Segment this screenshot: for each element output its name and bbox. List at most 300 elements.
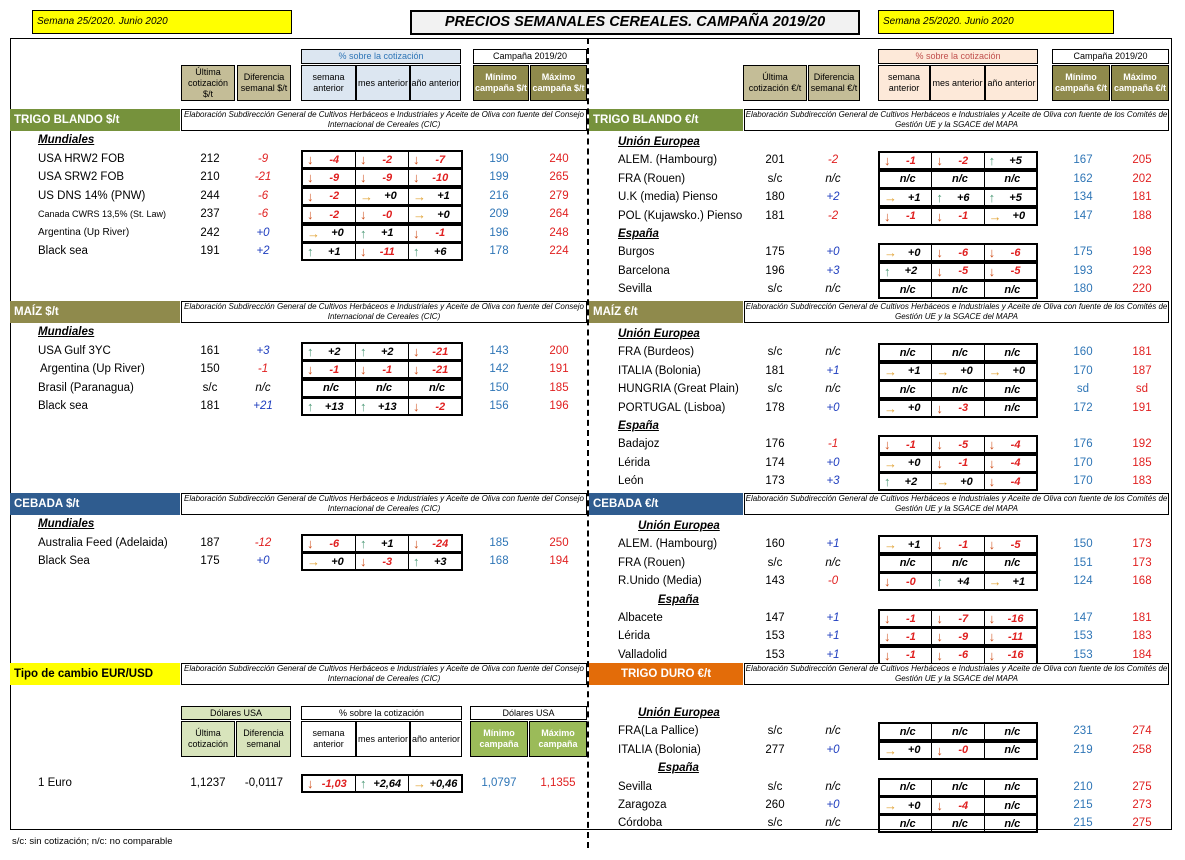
pct-value: +0	[1012, 365, 1026, 378]
pct-value: +1	[1012, 575, 1026, 588]
pct-value: -4	[1010, 438, 1021, 451]
arrow-up-icon: ↑	[413, 244, 420, 259]
pct-cell	[880, 798, 932, 813]
pct-cell	[985, 153, 1036, 168]
row-min: 209	[489, 208, 509, 221]
pct-cell	[985, 743, 1036, 758]
row-min: 175	[1073, 246, 1093, 259]
row-name: Córdoba	[618, 817, 663, 830]
col-anio-right: año anterior	[985, 65, 1038, 101]
row-diff: -1	[257, 363, 269, 376]
pct-cell	[932, 245, 984, 260]
pct-cell	[880, 382, 932, 397]
arrow-right-icon: →	[936, 363, 950, 379]
row-min: 176	[1073, 438, 1093, 451]
row-diff: -0	[827, 575, 839, 588]
row-max: 168	[1132, 575, 1152, 588]
row-min: 193	[1073, 264, 1093, 277]
pct-value: n/c	[1004, 173, 1021, 186]
pct-value: -1	[329, 363, 340, 376]
pct-value: -2	[382, 153, 393, 166]
right-pct-box	[878, 188, 1038, 207]
row-name: U.K (media) Pienso	[618, 191, 718, 204]
row-name: Lérida	[618, 456, 650, 469]
pct-value: +1	[437, 190, 450, 203]
pct-value: n/c	[899, 557, 916, 570]
row-name: Argentina (Up River)	[38, 226, 130, 238]
pct-value: n/c	[952, 781, 968, 794]
arrow-down-icon: ↓	[988, 437, 996, 453]
pct-value: +1	[380, 227, 394, 240]
row-diff: n/c	[825, 172, 841, 185]
pct-cell	[880, 282, 932, 297]
row-max: 181	[1132, 346, 1152, 359]
arrow-down-icon: ↓	[988, 647, 996, 663]
left-pct-box	[301, 168, 463, 187]
pct-value: +0	[384, 190, 397, 203]
pct-cell	[932, 743, 984, 758]
row-min: 160	[1073, 346, 1093, 359]
pct-value: -1	[906, 612, 916, 625]
pct-cell	[409, 152, 461, 167]
pct-cell	[985, 574, 1036, 589]
row-max: 202	[1132, 172, 1152, 185]
row-price: 277	[765, 743, 785, 756]
pct-cell	[409, 399, 461, 414]
row-max: 173	[1132, 538, 1152, 551]
row-name: Australia Feed (Adelaida)	[38, 537, 168, 549]
section-source-left: Elaboración Subdirección General de Cultivos Herbáceos e Industriales y Aceite de Oliva con fuente del Consejo Internacional de Cereales (CIC)	[181, 301, 587, 323]
pct-cell	[932, 153, 984, 168]
pct-value: n/c	[1004, 817, 1021, 830]
pct-cell	[932, 456, 984, 471]
row-max: 274	[1132, 725, 1152, 738]
arrow-down-icon: ↓	[884, 208, 891, 224]
row-diff: -9	[257, 153, 269, 165]
arrow-down-icon: ↓	[936, 208, 943, 224]
col-min-eur: Mínimo campaña €/t	[1052, 65, 1110, 101]
pct-cell	[880, 264, 932, 279]
pct-value: +5	[1009, 154, 1022, 167]
exchange-ultima-head: Última cotización	[181, 721, 235, 757]
exchange-dolares2-head: Dólares USA	[470, 706, 587, 720]
pct-value: +0	[907, 744, 921, 757]
section-source-right: Elaboración Subdirección General de Cultivos Herbáceos e Industriales y Aceite de Oliva con fuente de los Comités de Gestión UE y la SGACE del MAPA	[745, 664, 1168, 683]
pct-value: n/c	[952, 817, 968, 830]
exchange-title: Tipo de cambio EUR/USD	[10, 663, 180, 685]
row-diff: +1	[826, 612, 840, 624]
pct-value: +0	[907, 402, 921, 415]
row-name: Zaragoza	[618, 799, 667, 811]
pct-cell	[303, 207, 356, 222]
pct-cell	[880, 648, 932, 663]
pct-value: -1	[435, 227, 446, 240]
pct-value: n/c	[899, 383, 916, 396]
pct-cell	[932, 190, 984, 205]
pct-cell	[932, 556, 984, 571]
right-pct-box	[878, 343, 1038, 362]
exchange-mes-head: mes anterior	[356, 721, 410, 757]
row-min: 168	[489, 555, 509, 568]
row-min: 170	[1073, 364, 1093, 377]
row-price: 147	[765, 612, 785, 624]
exchange-min-head: Mínimo campaña	[470, 721, 528, 757]
right-pct-box	[878, 609, 1038, 628]
pct-value: -0	[958, 744, 969, 757]
left-pct-box	[301, 224, 463, 243]
col-semana-right: semana anterior	[878, 65, 930, 101]
pct-value: +5	[1009, 191, 1022, 204]
row-diff: -2	[827, 209, 839, 222]
arrow-down-icon: ↓	[988, 455, 996, 471]
right-pct-box	[878, 572, 1038, 591]
pct-value: +0	[331, 555, 344, 568]
pct-cell	[985, 401, 1036, 416]
arrow-down-icon: ↓	[988, 537, 996, 553]
row-max: sd	[1135, 383, 1149, 396]
pct-cell	[985, 611, 1036, 626]
row-diff: n/c	[825, 780, 841, 793]
pct-value: -2	[435, 400, 446, 413]
pct-cell	[932, 611, 984, 626]
row-diff: -6	[257, 189, 269, 202]
pct-cell	[932, 474, 984, 489]
row-diff: +0	[826, 799, 840, 811]
pct-value: +0	[960, 365, 973, 378]
pct-value: +0	[907, 799, 921, 812]
pct-value: -6	[1010, 246, 1021, 259]
pct-value: -1	[906, 210, 916, 223]
footnote: s/c: sin cotización; n/c: no comparable	[12, 836, 173, 847]
row-price: 187	[200, 537, 220, 549]
arrow-down-icon: ↓	[360, 244, 367, 259]
section-title-left: CEBADA $/t	[10, 493, 180, 515]
pct-cell	[409, 189, 461, 204]
row-name: USA Gulf 3YC	[38, 345, 111, 357]
pct-value: -1	[958, 210, 969, 223]
row-name: USA HRW2 FOB	[38, 153, 125, 165]
pct-cell	[985, 456, 1036, 471]
row-diff: +0	[256, 555, 270, 568]
pct-value: +1	[907, 365, 921, 378]
row-diff: +2	[256, 245, 270, 257]
exchange-source: Elaboración Subdirección General de Cultivos Herbáceos e Industriales y Aceite de Oliva con fuente del Consejo Internacional de Cereales (CIC)	[181, 663, 587, 685]
pct-value: -1	[906, 438, 916, 451]
pct-value: -1	[958, 457, 969, 470]
pct-cell	[303, 381, 356, 396]
pct-cell	[880, 172, 932, 187]
pct-cell	[303, 554, 356, 569]
pct-value: -2	[329, 208, 340, 221]
right-pct-box	[878, 399, 1038, 418]
arrow-down-icon: ↓	[988, 629, 996, 645]
left-pct-box	[301, 379, 463, 398]
left-pct-box	[301, 150, 463, 169]
row-diff: -1	[827, 438, 839, 451]
pct-value: n/c	[429, 382, 445, 395]
row-price: 191	[200, 245, 220, 257]
row-max: 273	[1132, 799, 1152, 811]
right-pct-box	[878, 207, 1038, 226]
arrow-up-icon: ↑	[307, 244, 314, 259]
row-name: Sevilla	[618, 283, 652, 296]
row-name: Canada CWRS 13,5% (St. Law)	[38, 209, 167, 220]
section-title-left: MAÍZ $/t	[10, 301, 180, 323]
row-price: s/c	[767, 817, 783, 830]
pct-value: +6	[433, 245, 447, 258]
pct-cell	[880, 401, 932, 416]
row-diff: +21	[253, 400, 273, 413]
col-ultima-usd: Última cotización $/t	[181, 65, 235, 101]
row-name: PORTUGAL (Lisboa)	[618, 401, 726, 414]
arrow-down-icon: ↓	[360, 362, 367, 378]
pct-cell	[880, 209, 932, 224]
pct-cell	[985, 209, 1036, 224]
pct-value: +1	[380, 537, 394, 550]
arrow-down-icon: ↓	[307, 170, 314, 186]
pct-value: n/c	[952, 346, 968, 359]
pct-value: n/c	[323, 382, 339, 395]
row-diff: n/c	[825, 346, 841, 359]
pct-cell	[932, 816, 984, 831]
page-title: PRECIOS SEMANALES CEREALES. CAMPAÑA 2019/20	[410, 10, 860, 35]
pct-cell	[409, 207, 461, 222]
row-min: 150	[489, 381, 509, 394]
pct-cell	[985, 780, 1036, 795]
col-pct-left: % sobre la cotización	[301, 49, 461, 64]
pct-cell	[409, 170, 461, 185]
right-pct-box	[878, 472, 1038, 491]
row-price: 153	[765, 630, 785, 643]
row-min: 178	[489, 245, 509, 257]
row-name: FRA (Rouen)	[618, 172, 686, 185]
row-diff: n/c	[825, 725, 841, 738]
row-price: 150	[200, 363, 220, 376]
right-pct-box	[878, 646, 1038, 665]
row-min: 151	[1073, 556, 1093, 569]
pct-value: n/c	[899, 781, 916, 794]
pct-value: -2	[329, 190, 340, 203]
col-mes-right: mes anterior	[930, 65, 985, 101]
pct-cell	[932, 574, 984, 589]
pct-value: n/c	[1004, 383, 1021, 396]
pct-cell	[356, 776, 409, 791]
row-max: 191	[1132, 401, 1152, 414]
section-title-right: TRIGO BLANDO €/t	[589, 109, 743, 131]
pct-value: +0	[331, 227, 344, 240]
row-min: 167	[1073, 154, 1093, 167]
row-max: 194	[549, 555, 569, 568]
arrow-down-icon: ↓	[307, 207, 314, 223]
arrow-down-icon: ↓	[936, 400, 943, 416]
row-price: 176	[765, 438, 785, 451]
arrow-up-icon: ↑	[307, 399, 314, 415]
pct-value: -0	[906, 575, 916, 588]
section-subheading: Unión Europea	[638, 707, 720, 719]
pct-value: +1	[907, 191, 921, 204]
arrow-right-icon: →	[988, 574, 1002, 590]
pct-value: -3	[958, 402, 969, 415]
exchange-name: 1 Euro	[38, 777, 72, 789]
row-price: 161	[200, 345, 220, 357]
row-diff: n/c	[825, 383, 841, 396]
row-max: 223	[1132, 264, 1152, 277]
left-pct-box	[301, 534, 463, 553]
pct-value: n/c	[952, 383, 968, 396]
right-pct-box	[878, 243, 1038, 262]
pct-cell	[932, 209, 984, 224]
arrow-down-icon: ↓	[307, 536, 314, 551]
row-max: 196	[549, 400, 569, 413]
row-min: 215	[1073, 799, 1093, 811]
pct-cell	[932, 780, 984, 795]
arrow-down-icon: ↓	[413, 170, 420, 186]
pct-value: +0	[960, 475, 973, 488]
row-max: 279	[549, 189, 569, 202]
arrow-right-icon: →	[936, 474, 950, 490]
right-pct-box	[878, 535, 1038, 554]
pct-cell	[880, 574, 932, 589]
pct-value: n/c	[899, 346, 916, 359]
row-max: 198	[1132, 246, 1152, 259]
pct-cell	[932, 264, 984, 279]
arrow-up-icon: ↑	[988, 153, 996, 169]
right-pct-box	[878, 454, 1038, 473]
pct-value: -1	[906, 630, 916, 643]
pct-value: +0	[437, 208, 450, 221]
row-name: ALEM. (Hambourg)	[618, 538, 718, 551]
row-price: 244	[200, 189, 220, 202]
arrow-right-icon: →	[884, 363, 897, 379]
row-min: 196	[489, 226, 509, 239]
arrow-up-icon: ↑	[360, 225, 367, 241]
arrow-down-icon: ↓	[360, 207, 367, 223]
row-min: 162	[1073, 172, 1093, 185]
row-price: 143	[765, 575, 785, 588]
arrow-down-icon: ↓	[936, 153, 943, 169]
arrow-right-icon: →	[884, 798, 897, 813]
row-price: 210	[200, 171, 220, 184]
col-campana-left: Campaña 2019/20	[473, 49, 587, 64]
pct-value: n/c	[1004, 283, 1021, 296]
pct-value: -2	[958, 154, 969, 167]
row-name: ALEM. (Hambourg)	[618, 154, 718, 167]
row-max: 183	[1132, 475, 1152, 488]
exchange-min: 1,0797	[481, 777, 517, 789]
pct-cell	[985, 556, 1036, 571]
right-pct-box	[878, 362, 1038, 381]
col-mes-left: mes anterior	[356, 65, 410, 101]
section-subheading: España	[658, 762, 699, 775]
row-price: s/c	[767, 346, 783, 359]
pct-value: +1	[907, 538, 921, 551]
arrow-right-icon: →	[884, 245, 897, 261]
row-price: s/c	[767, 780, 783, 793]
row-max: 188	[1132, 209, 1152, 222]
right-pct-box	[878, 262, 1038, 281]
row-diff: +1	[826, 630, 840, 643]
pct-cell	[985, 382, 1036, 397]
arrow-down-icon: ↓	[307, 188, 314, 204]
row-name: Burgos	[618, 246, 655, 259]
row-diff: n/c	[255, 381, 271, 394]
pct-value: -21	[432, 345, 449, 358]
row-diff: +1	[826, 538, 840, 551]
arrow-right-icon: →	[884, 537, 897, 553]
section-source-right: Elaboración Subdirección General de Cultivos Herbáceos e Industriales y Aceite de Oliva con fuente de los Comités de Gestión UE y la SGACE del MAPA	[745, 110, 1168, 129]
pct-value: +1	[327, 245, 341, 258]
arrow-right-icon: →	[988, 363, 1002, 379]
exchange-dolares-head: Dólares USA	[181, 706, 291, 720]
pct-value: -5	[958, 438, 969, 451]
pct-value: -9	[958, 630, 969, 643]
pct-cell	[880, 629, 932, 644]
row-price: s/c	[767, 383, 783, 396]
pct-value: -0	[382, 208, 393, 221]
row-diff: +2	[826, 191, 840, 204]
pct-value: -4	[1010, 457, 1021, 470]
pct-cell	[932, 172, 984, 187]
pct-cell	[356, 189, 409, 204]
row-max: 181	[1132, 612, 1152, 624]
row-name: Argentina (Up River)	[40, 363, 145, 376]
row-name: ITALIA (Bolonia)	[618, 364, 701, 377]
pct-cell	[356, 554, 409, 569]
row-name: US DNS 14% (PNW)	[38, 189, 146, 202]
row-diff: +1	[826, 648, 840, 661]
pct-value: -4	[958, 799, 969, 812]
pct-value: n/c	[899, 725, 916, 738]
pct-value: -7	[958, 612, 969, 625]
row-name: Black Sea	[38, 555, 90, 568]
section-subheading: España	[618, 228, 659, 240]
row-min: 170	[1073, 456, 1093, 469]
arrow-right-icon: →	[413, 776, 426, 791]
row-diff: +0	[826, 456, 840, 469]
row-max: 275	[1132, 817, 1152, 830]
pct-cell	[880, 724, 932, 739]
row-diff: +0	[826, 401, 840, 414]
row-name: FRA (Burdeos)	[618, 346, 695, 359]
pct-cell	[356, 170, 409, 185]
col-pct-right: % sobre la cotización	[878, 49, 1038, 64]
pct-cell	[985, 474, 1036, 489]
row-price: 180	[765, 191, 785, 204]
row-price: 175	[765, 246, 785, 259]
col-dif-usd: Diferencia semanal $/t	[237, 65, 291, 101]
left-pct-box	[301, 242, 463, 261]
row-name: Badajoz	[618, 438, 660, 451]
exchange-semana-head: semana anterior	[301, 721, 356, 757]
arrow-down-icon: ↓	[988, 245, 996, 261]
row-max: 250	[549, 537, 569, 549]
pct-cell	[985, 264, 1036, 279]
row-max: 264	[549, 208, 569, 221]
pct-cell	[985, 245, 1036, 260]
arrow-down-icon: ↓	[413, 536, 420, 551]
row-min: 142	[489, 363, 509, 376]
row-diff: -21	[254, 171, 272, 184]
arrow-down-icon: ↓	[936, 798, 943, 813]
pct-value: +2	[327, 345, 341, 358]
section-source-left: Elaboración Subdirección General de Cultivos Herbáceos e Industriales y Aceite de Oliva con fuente del Consejo Internacional de Cereales (CIC)	[181, 493, 587, 515]
pct-value: -1	[958, 538, 969, 551]
row-min: 180	[1073, 283, 1093, 296]
week-label-right: Semana 25/2020. Junio 2020	[878, 10, 1114, 34]
row-name: Sevilla	[618, 780, 652, 793]
row-max: 185	[549, 381, 569, 394]
pct-cell	[880, 556, 932, 571]
